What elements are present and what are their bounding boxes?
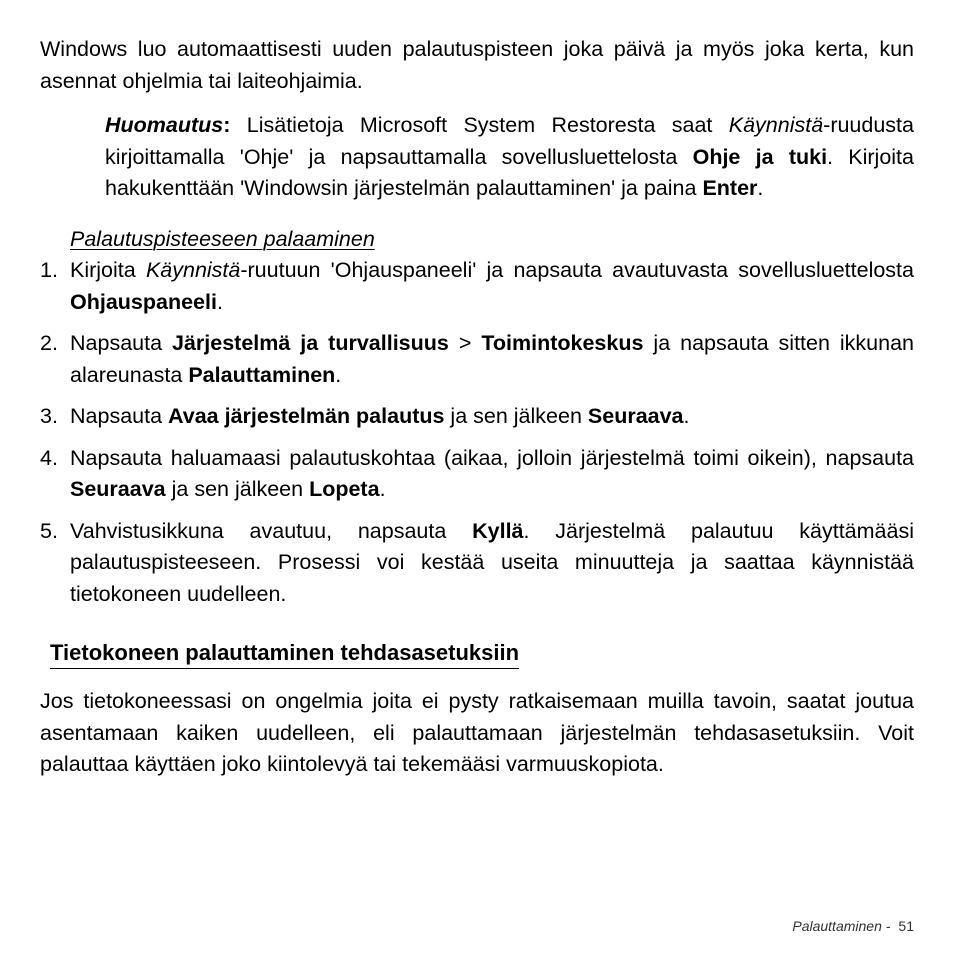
step-number: 1.	[40, 258, 58, 282]
steps-list	[40, 255, 914, 610]
step-item	[40, 328, 914, 391]
page-number: 51	[898, 918, 914, 934]
step-text: Napsauta haluamaasi palautuskohtaa (aikaa, jolloin järjestelmä toimi oikein), napsauta Seuraava ja sen jälkeen Lopeta.	[70, 445, 914, 501]
footer-section: Palauttaminen -	[792, 918, 891, 934]
note-paragraph: Huomautus: Lisätietoja Microsoft System Restoresta saat Käynnistä-ruudusta kirjoittamalla 'Ohje' ja napsauttamalla sovellusluettelosta Ohje ja tuki. Kirjoita hakukenttään 'Windowsin järjestelmän palauttaminen' ja paina Enter.	[105, 113, 914, 200]
step-number: 4.	[40, 445, 58, 470]
intro-paragraph: Windows luo automaattisesti uuden palautuspisteen joka päivä ja myös joka kerta, kun asennat ohjelmia tai laiteohjaimia.	[40, 37, 914, 93]
step-number: 5.	[40, 518, 58, 543]
page-content	[40, 34, 914, 781]
step-text: Kirjoita Käynnistä-ruutuun 'Ohjauspaneeli' ja napsauta avautuvasta sovellusluettelosta Ohjauspaneeli.	[70, 258, 914, 314]
step-text: Napsauta Avaa järjestelmän palautus ja sen jälkeen Seuraava.	[70, 404, 690, 428]
section-paragraph: Jos tietokoneessasi on ongelmia joita ei pysty ratkaisemaan muilla tavoin, saatat joutua asentamaan kaiken uudelleen, eli palauttamaan järjestelmän tehdasasetuksiin. Voit palauttaa käyttäen joko kiintolevyä tai tekemääsi varmuuskopiota.	[40, 689, 914, 776]
section-heading: Tietokoneen palauttaminen tehdasasetuksiin	[50, 637, 519, 669]
step-item	[40, 401, 914, 433]
step-text: Napsauta Järjestelmä ja turvallisuus > Toimintokeskus ja napsauta sitten ikkunan alareunasta Palauttaminen.	[70, 331, 914, 387]
step-item	[40, 255, 914, 318]
step-item	[40, 516, 914, 611]
subheading: Palautuspisteeseen palaaminen	[70, 226, 375, 251]
step-text: Vahvistusikkuna avautuu, napsauta Kyllä. Järjestelmä palautuu käyttämääsi palautuspisteeseen. Prosessi voi kestää useita minuutteja ja saattaa käynnistää tietokoneen uudelleen.	[70, 518, 914, 606]
step-number: 3.	[40, 404, 58, 428]
note-label: Huomautus	[105, 113, 224, 137]
step-number: 2.	[40, 331, 58, 355]
step-item	[40, 443, 914, 506]
page-footer	[792, 918, 914, 934]
